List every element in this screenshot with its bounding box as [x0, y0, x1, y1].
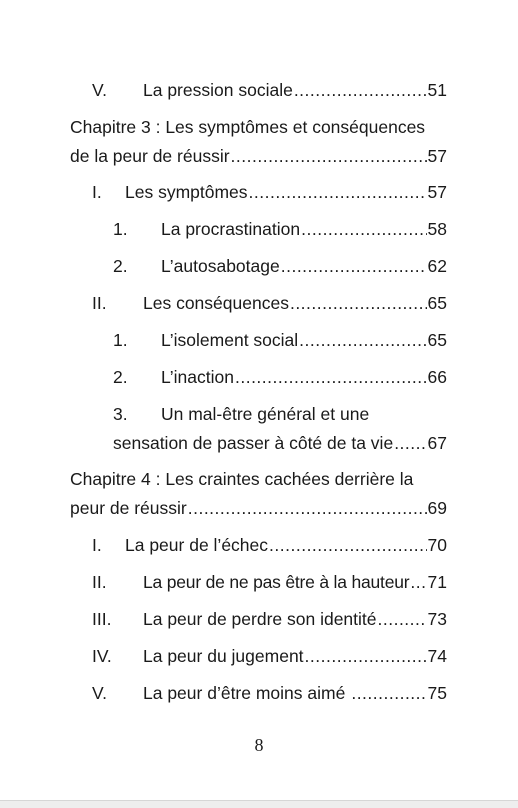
toc-leader-dots: [305, 646, 427, 666]
toc-entry-title: L’inaction: [161, 367, 234, 387]
toc-entry-title-line1: Un mal-être général et une: [161, 404, 370, 424]
toc-entry: [113, 404, 447, 424]
toc-leader-dots: [188, 498, 427, 518]
toc-entry-title: Les symptômes: [125, 182, 248, 202]
toc-entry-page: 73: [427, 609, 447, 629]
toc-leader-dots: [231, 146, 427, 166]
toc-entry-title-line2: sensation de passer à côté de ta vie: [113, 433, 394, 453]
toc-entry-page: 66: [427, 367, 447, 387]
toc-chapter-line1: Chapitre 4 : Les craintes cachées derrière la: [70, 469, 414, 489]
toc-entry-number: V.: [92, 683, 107, 703]
toc-entry-page: 75: [427, 683, 447, 703]
toc-entry: [92, 80, 447, 100]
toc-chapter-line1: Chapitre 3 : Les symptômes et conséquences: [70, 117, 426, 137]
toc-entry-page: 65: [427, 330, 447, 350]
toc-leader-dots: [394, 433, 426, 453]
toc-entry-number: 3.: [113, 404, 128, 424]
toc-entry-page: 70: [427, 535, 447, 555]
toc-leader-dots: [281, 256, 427, 276]
page-number: 8: [254, 735, 264, 755]
toc-entry-number: I.: [92, 182, 102, 202]
toc-leader-dots: [290, 293, 427, 313]
toc-entry: [92, 182, 447, 202]
toc-entry-title: La peur du jugement: [143, 646, 304, 666]
toc-leader-dots: [235, 367, 427, 387]
toc-leader-dots: [299, 330, 426, 350]
toc-entry-number: II.: [92, 293, 107, 313]
toc-entry: [92, 683, 447, 703]
toc-entry: [92, 535, 447, 555]
toc-chapter-entry: [70, 146, 447, 166]
toc-entry-page: 67: [427, 433, 447, 453]
toc-entry: [92, 572, 447, 592]
toc-leader-dots: [351, 683, 426, 703]
toc-leader-dots: [410, 572, 426, 592]
toc-entry-title: L’isolement social: [161, 330, 299, 350]
toc-leader-dots: [378, 609, 427, 629]
toc-entry-title: Les conséquences: [143, 293, 289, 313]
toc-entry-number: 2.: [113, 367, 128, 387]
toc-entry-number: II.: [92, 572, 107, 592]
toc-entry-page: 62: [427, 256, 447, 276]
toc-entry: [113, 330, 447, 350]
toc-entry-number: V.: [92, 80, 107, 100]
toc-entry-title: La peur de l’échec: [125, 535, 269, 555]
toc-entry-page: 69: [427, 498, 447, 518]
toc-entry: [92, 646, 447, 666]
toc-entry-continuation: [113, 433, 447, 453]
toc-entry-page: 71: [427, 572, 447, 592]
toc-leader-dots: [269, 535, 427, 555]
toc-entry-page: 51: [427, 80, 447, 100]
toc-entry: [113, 219, 447, 239]
toc-chapter-line2: de la peur de réussir: [70, 146, 230, 166]
toc-entry-number: I.: [92, 535, 102, 555]
toc-entry: [92, 609, 447, 629]
toc-entry: [92, 293, 447, 313]
toc-leader-dots: [294, 80, 427, 100]
toc-entry-number: IV.: [92, 646, 112, 666]
toc-entry-title: La peur de perdre son identité: [143, 609, 377, 629]
toc-entry-title: La peur d’être moins aimé: [143, 683, 346, 703]
toc-entry-title: La pression sociale: [143, 80, 293, 100]
toc-chapter-entry: [70, 498, 447, 518]
toc-entry-title: La peur de ne pas être à la hauteur: [143, 572, 410, 592]
toc-entry-title: La procrastination: [161, 219, 301, 239]
toc-leader-dots: [301, 219, 426, 239]
toc-entry-page: 57: [427, 146, 447, 166]
toc-entry-page: 58: [427, 219, 447, 239]
toc-entry-page: 65: [427, 293, 447, 313]
toc-chapter-line2: peur de réussir: [70, 498, 187, 518]
toc-chapter-title: [70, 469, 447, 489]
toc-entry-number: 1.: [113, 330, 128, 350]
toc-entry-number: 2.: [113, 256, 128, 276]
toc-entry-number: 1.: [113, 219, 128, 239]
toc-leader-dots: [249, 182, 427, 202]
toc-entry-page: 74: [427, 646, 447, 666]
toc-entry: [113, 367, 447, 387]
toc-entry-title: L’autosabotage: [161, 256, 280, 276]
toc-entry-number: III.: [92, 609, 112, 629]
toc-entry: [113, 256, 447, 276]
toc-chapter-title: [70, 117, 447, 137]
toc-entry-page: 57: [427, 182, 447, 202]
